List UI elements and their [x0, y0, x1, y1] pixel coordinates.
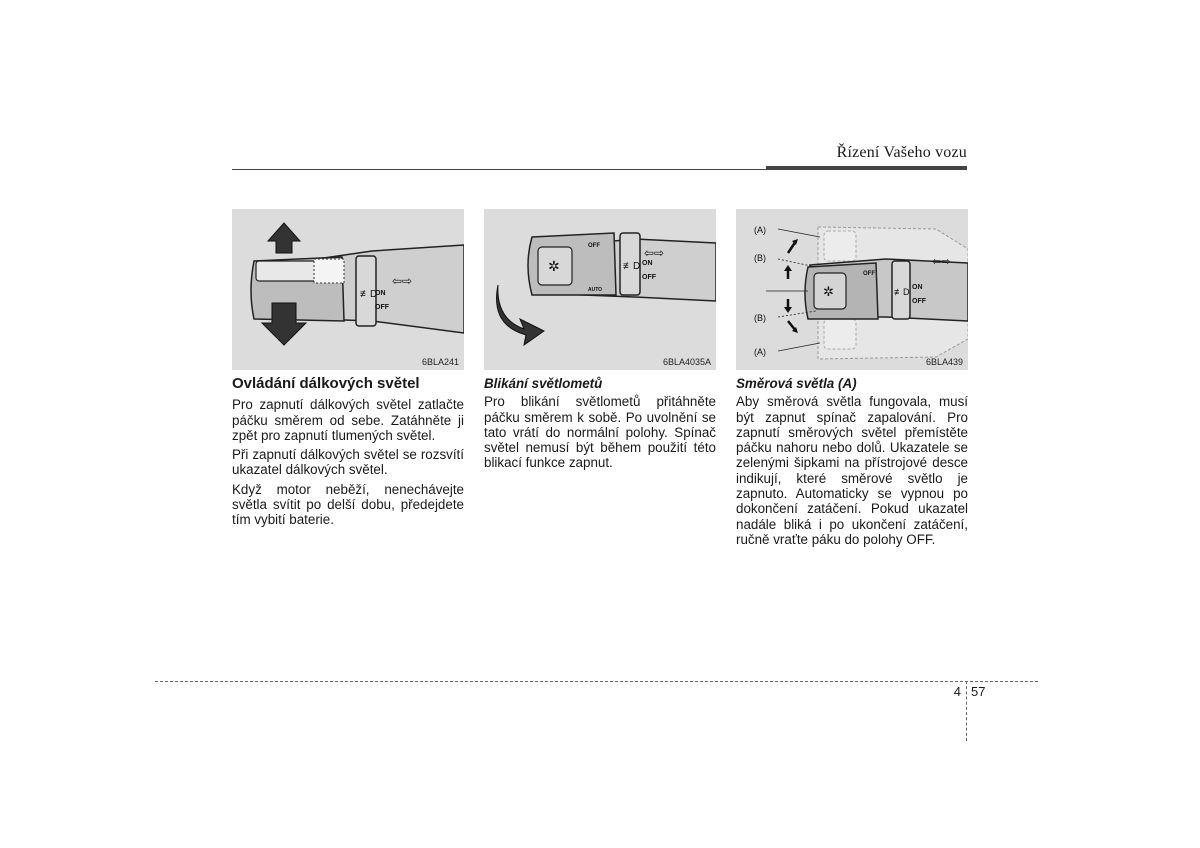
label-a-bottom: (A)	[754, 347, 766, 357]
figure-high-beam	[232, 209, 464, 370]
push-arrow-icon	[268, 223, 300, 253]
headlight-icon: ✲	[548, 258, 560, 274]
paragraph: Při zapnutí dálkových světel se rozsvítí ukazatel dálkových světel.	[232, 447, 464, 478]
svg-text:⇦⇨: ⇦⇨	[392, 274, 413, 288]
fig3-off-label: OFF	[863, 271, 875, 277]
fig1-on-label: ON	[375, 290, 386, 297]
high-beam-illustration	[232, 209, 464, 370]
figure-flashing	[484, 209, 716, 370]
footer-divider	[966, 681, 967, 741]
svg-text:≢D: ≢D	[894, 287, 910, 297]
page-header-title: Řízení Vašeho vozu	[836, 144, 967, 161]
paragraph: Aby směrová světla fungovala, musí být zapnut spínač zapalování. Pro zapnutí směrových světel přemístěte páčku nahoru nebo dolů. Ukazatele se zelenými šipkami na přístrojové desce indikují, které směrové světlo je zapnuto. Automaticky se vypnou po dokončení zatáčení. Pokud ukazatel nadále bliká i po ukončení zatáčení, ručně vraťte páku do polohy OFF.	[736, 394, 968, 547]
paragraph: Když motor neběží, nenechávejte světla svítit po delší dobu, předejdete tím vybití baterie.	[232, 481, 464, 528]
fig2-auto-label: AUTO	[588, 287, 603, 293]
svg-text:⇦⇨: ⇦⇨	[644, 246, 665, 260]
page-number: 57	[971, 684, 986, 699]
headlight-icon: ✲	[823, 284, 834, 299]
fig2-off2-label: OFF	[642, 274, 656, 281]
fig2-off-label: OFF	[588, 243, 600, 249]
figure-code: 6BLA241	[421, 357, 459, 367]
fig2-on-label: ON	[642, 260, 653, 267]
section-heading: Blikání světlometů	[484, 376, 603, 391]
lever-cap	[256, 261, 316, 281]
header-bar	[766, 166, 967, 170]
svg-text:≢D: ≢D	[623, 261, 641, 272]
svg-text:≢D: ≢D	[360, 289, 378, 300]
section-flashing	[484, 376, 716, 475]
section-heading: Ovládání dálkových světel	[232, 375, 420, 392]
figure-code: 6BLA439	[925, 357, 963, 367]
label-b-top: (B)	[754, 253, 766, 263]
section-high-beam	[232, 376, 464, 532]
flashing-illustration	[484, 209, 716, 370]
paragraph: Pro zapnutí dálkových světel zatlačte páčku směrem od sebe. Zatáhněte ji zpět pro zapnutí tlumených světel.	[232, 397, 464, 443]
svg-text:⇦⇨: ⇦⇨	[932, 256, 951, 268]
chapter-number: 4	[953, 684, 961, 699]
fig3-off2-label: OFF	[912, 298, 926, 305]
label-b-bottom: (B)	[754, 313, 766, 323]
figure-code: 6BLA4035A	[662, 357, 711, 367]
fig3-on-label: ON	[912, 284, 923, 291]
figure-turn-signals	[736, 209, 968, 370]
section-heading: Směrová světla (A)	[736, 376, 857, 391]
turn-signal-illustration	[736, 209, 968, 370]
label-a-top: (A)	[754, 225, 766, 235]
section-turn-signals	[736, 376, 968, 551]
footer-rule	[155, 681, 1038, 682]
paragraph: Pro blikání světlometů přitáhněte páčku směrem k sobě. Po uvolnění se tato vrátí do normální polohy. Spínač světel nemusí být během použití této blikací funkce zapnut.	[484, 394, 716, 471]
fig1-off-label: OFF	[375, 304, 389, 311]
